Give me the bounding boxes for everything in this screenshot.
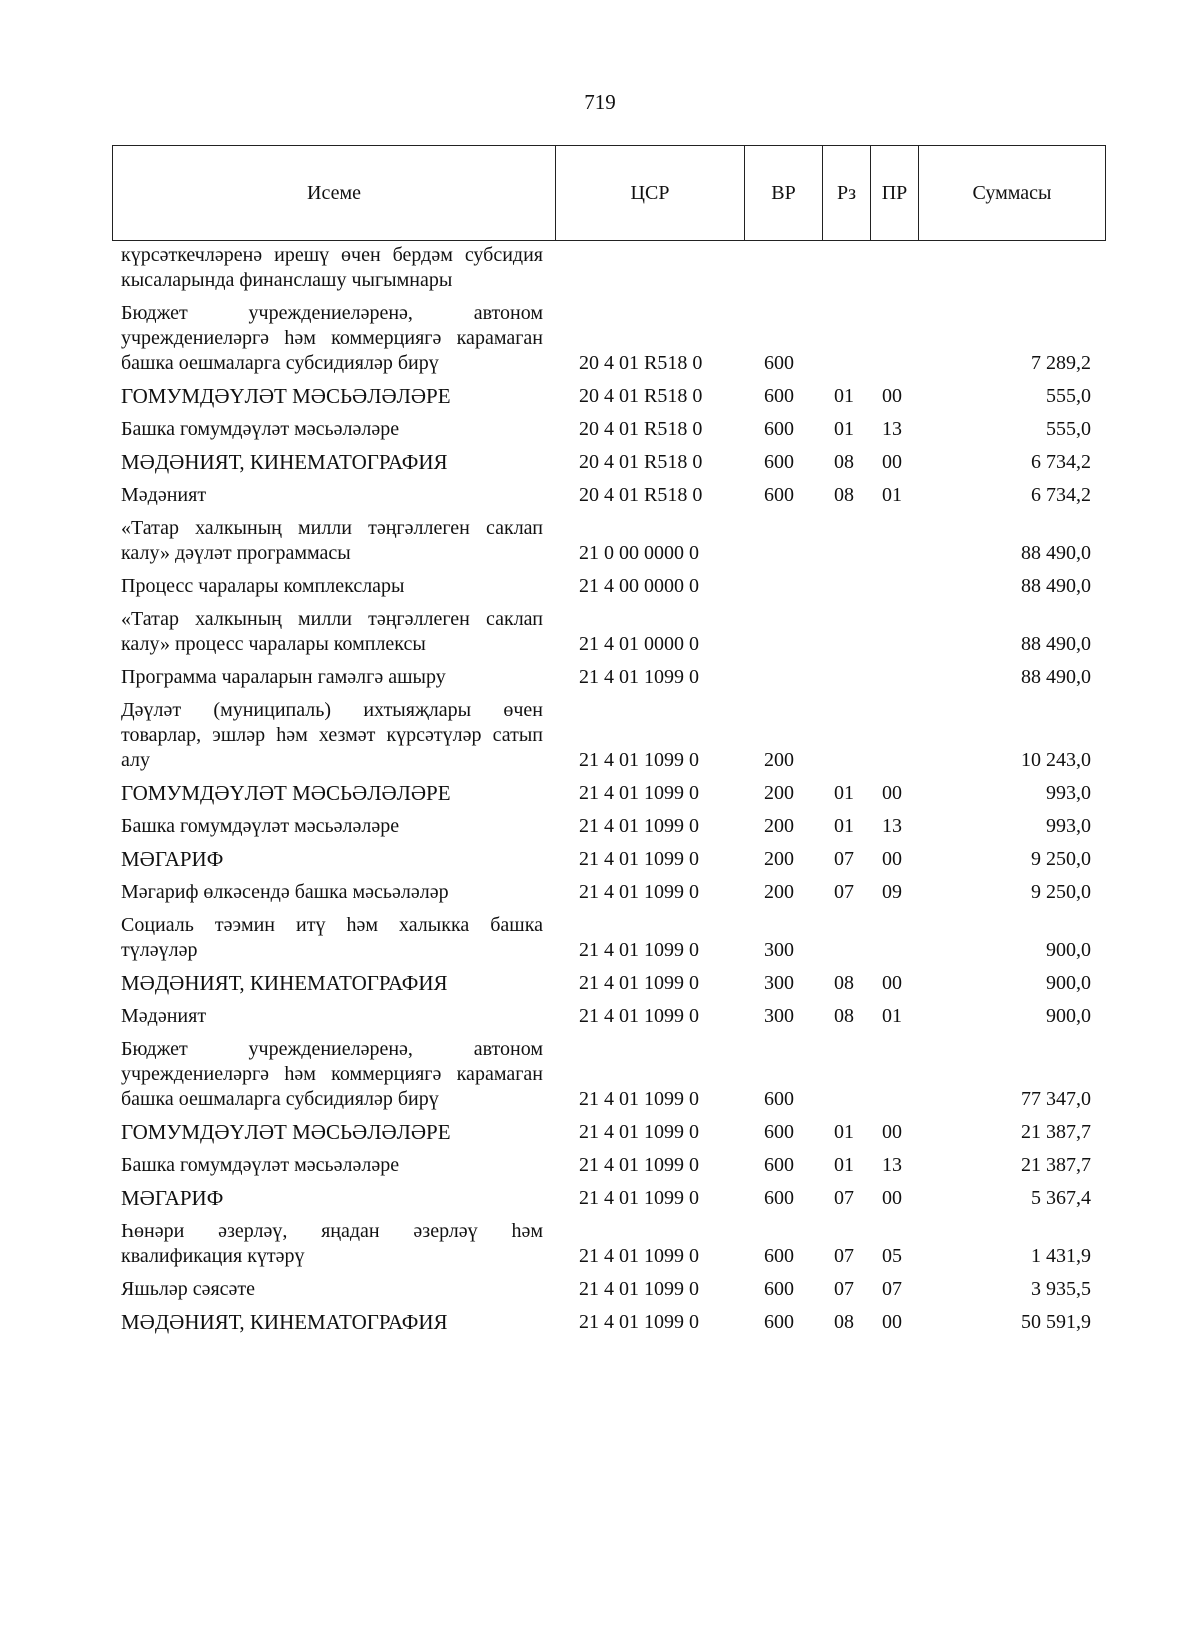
cell-pr — [870, 574, 918, 607]
cell-name: МӘДӘНИЯТ, КИНЕМАТОГРАФИЯ — [121, 971, 448, 995]
cell-name: Мәдәният — [121, 1005, 207, 1027]
header-name: Исеме — [113, 146, 556, 241]
cell-name: Процесс чаралары комплекслары — [121, 575, 405, 597]
table-row — [112, 1219, 1105, 1277]
cell-rz — [822, 913, 870, 971]
cell-pr: 09 — [882, 881, 902, 903]
table-row — [112, 607, 1105, 665]
table-row — [112, 698, 1105, 781]
cell-vr — [744, 516, 822, 574]
cell-csr: 20 4 01 R518 0 — [579, 484, 703, 506]
header-vr: ВР — [745, 146, 823, 241]
cell-sum: 88 490,0 — [1021, 666, 1091, 688]
cell-sum: 77 347,0 — [1021, 1088, 1091, 1110]
cell-vr: 600 — [764, 1121, 794, 1143]
cell-csr: 21 4 01 1099 0 — [579, 1121, 699, 1143]
cell-rz: 07 — [834, 848, 854, 870]
cell-name: ГОМУМДӘҮЛӘТ МӘСЬӘЛӘЛӘРЕ — [121, 384, 451, 408]
cell-pr: 13 — [882, 815, 902, 837]
cell-sum: 9 250,0 — [1031, 881, 1091, 903]
cell-rz — [822, 698, 870, 781]
table-row — [112, 516, 1105, 574]
cell-rz: 07 — [834, 1278, 854, 1300]
cell-vr: 600 — [764, 451, 794, 473]
page-number: 719 — [584, 90, 616, 114]
cell-sum: 88 490,0 — [1021, 575, 1091, 597]
table-row — [112, 1310, 1105, 1343]
cell-rz: 01 — [834, 1121, 854, 1143]
cell-pr: 00 — [882, 1311, 902, 1333]
cell-name: «Татар халкының милли тәңгәллеген саклап калу» процесс чаралары комплексы — [121, 608, 543, 655]
cell-csr: 21 4 01 0000 0 — [579, 633, 699, 655]
cell-pr: 13 — [882, 1154, 902, 1176]
cell-name: ГОМУМДӘҮЛӘТ МӘСЬӘЛӘЛӘРЕ — [121, 781, 451, 805]
cell-pr: 00 — [882, 782, 902, 804]
cell-csr: 21 4 01 1099 0 — [579, 1245, 699, 1267]
cell-vr — [744, 607, 822, 665]
cell-csr: 21 4 01 1099 0 — [579, 666, 699, 688]
cell-csr: 21 0 00 0000 0 — [579, 542, 699, 564]
table-row — [112, 1277, 1105, 1310]
cell-rz — [822, 1037, 870, 1120]
cell-sum: 900,0 — [1046, 1005, 1091, 1027]
header-pr: ПР — [871, 146, 919, 241]
cell-rz: 07 — [834, 881, 854, 903]
table-row — [112, 847, 1105, 880]
cell-vr: 600 — [764, 1088, 794, 1110]
table-row — [112, 1153, 1105, 1186]
cell-sum: 993,0 — [1046, 815, 1091, 837]
cell-sum: 21 387,7 — [1021, 1121, 1091, 1143]
cell-rz: 01 — [834, 1154, 854, 1176]
cell-vr: 200 — [764, 782, 794, 804]
cell-rz: 08 — [834, 1311, 854, 1333]
table-header — [112, 145, 1106, 241]
cell-sum: 9 250,0 — [1031, 848, 1091, 870]
cell-csr: 21 4 00 0000 0 — [579, 575, 699, 597]
cell-pr — [870, 1037, 918, 1120]
cell-pr — [870, 607, 918, 665]
cell-csr: 20 4 01 R518 0 — [579, 418, 703, 440]
cell-sum: 88 490,0 — [1021, 542, 1091, 564]
cell-pr: 00 — [882, 1187, 902, 1209]
cell-vr: 600 — [764, 1278, 794, 1300]
cell-sum: 21 387,7 — [1021, 1154, 1091, 1176]
cell-pr: 00 — [882, 972, 902, 994]
cell-csr: 20 4 01 R518 0 — [579, 451, 703, 473]
cell-sum: 900,0 — [1046, 939, 1091, 961]
table-row — [112, 243, 1105, 301]
table-row — [112, 1004, 1105, 1037]
cell-csr: 21 4 01 1099 0 — [579, 782, 699, 804]
cell-rz: 01 — [834, 385, 854, 407]
table-body — [112, 243, 1105, 1343]
cell-pr — [870, 243, 918, 301]
cell-sum — [918, 243, 1105, 301]
cell-vr: 200 — [764, 881, 794, 903]
cell-sum: 10 243,0 — [1021, 749, 1091, 771]
table-row — [112, 971, 1105, 1004]
header-rz: Рз — [823, 146, 871, 241]
cell-vr: 600 — [764, 352, 794, 374]
cell-name: ГОМУМДӘҮЛӘТ МӘСЬӘЛӘЛӘРЕ — [121, 1120, 451, 1144]
cell-csr: 21 4 01 1099 0 — [579, 972, 699, 994]
cell-vr: 200 — [764, 815, 794, 837]
cell-rz — [822, 665, 870, 698]
cell-vr: 600 — [764, 1187, 794, 1209]
table-row — [112, 913, 1105, 971]
cell-name: «Татар халкының милли тәңгәллеген саклап калу» дәүләт программасы — [121, 517, 543, 564]
table-row — [112, 1186, 1105, 1219]
table-row — [112, 880, 1105, 913]
cell-rz: 01 — [834, 815, 854, 837]
cell-pr: 01 — [882, 1005, 902, 1027]
cell-pr: 00 — [882, 451, 902, 473]
cell-rz: 08 — [834, 451, 854, 473]
cell-sum: 993,0 — [1046, 782, 1091, 804]
cell-pr — [870, 665, 918, 698]
cell-sum: 6 734,2 — [1031, 451, 1091, 473]
cell-name: Программа чараларын гамәлгә ашыру — [121, 666, 446, 688]
table-row — [112, 483, 1105, 516]
cell-rz: 08 — [834, 972, 854, 994]
cell-pr: 07 — [882, 1278, 902, 1300]
budget-table — [112, 243, 1105, 1343]
cell-rz: 07 — [834, 1187, 854, 1209]
cell-rz: 07 — [834, 1245, 854, 1267]
table-row — [112, 301, 1105, 384]
header-sum: Суммасы — [919, 146, 1106, 241]
cell-name: Яшьләр сәясәте — [121, 1278, 256, 1300]
cell-name: Бюджет учреждениеләренә, автоном учреждениеләргә һәм коммерциягә карамаган башка оешмаларга субсидияләр бирү — [121, 1038, 543, 1110]
cell-rz — [822, 301, 870, 384]
cell-name: Дәүләт (муниципаль) ихтыяҗлары өчен товарлар, эшләр һәм хезмәт күрсәтүләр сатып алу — [121, 699, 543, 771]
cell-rz: 08 — [834, 484, 854, 506]
cell-vr: 600 — [764, 1311, 794, 1333]
table-row — [112, 417, 1105, 450]
table-row — [112, 781, 1105, 814]
cell-sum: 5 367,4 — [1031, 1187, 1091, 1209]
cell-sum: 555,0 — [1046, 418, 1091, 440]
table-row — [112, 1037, 1105, 1120]
cell-rz — [822, 574, 870, 607]
cell-csr: 21 4 01 1099 0 — [579, 1278, 699, 1300]
cell-sum: 88 490,0 — [1021, 633, 1091, 655]
cell-csr: 21 4 01 1099 0 — [579, 1311, 699, 1333]
cell-pr: 13 — [882, 418, 902, 440]
cell-vr: 600 — [764, 418, 794, 440]
cell-csr: 21 4 01 1099 0 — [579, 848, 699, 870]
cell-name: МӘГАРИФ — [121, 847, 224, 871]
cell-sum: 50 591,9 — [1021, 1311, 1091, 1333]
cell-name: Һөнәри әзерләү, яңадан әзерләү һәм квалификация күтәрү — [121, 1220, 543, 1267]
cell-vr: 600 — [764, 484, 794, 506]
cell-vr — [744, 243, 822, 301]
cell-vr — [744, 574, 822, 607]
cell-vr: 600 — [764, 1154, 794, 1176]
cell-vr: 300 — [764, 939, 794, 961]
cell-sum: 1 431,9 — [1031, 1245, 1091, 1267]
cell-sum: 3 935,5 — [1031, 1278, 1091, 1300]
cell-name: Социаль тәэмин итү һәм халыкка башка түләүләр — [121, 914, 543, 961]
cell-csr: 21 4 01 1099 0 — [579, 1088, 699, 1110]
cell-sum: 7 289,2 — [1031, 352, 1091, 374]
cell-csr: 21 4 01 1099 0 — [579, 881, 699, 903]
cell-sum: 900,0 — [1046, 972, 1091, 994]
cell-vr: 600 — [764, 385, 794, 407]
cell-name: Мәгариф өлкәсендә башка мәсьәләләр — [121, 881, 449, 903]
cell-csr: 21 4 01 1099 0 — [579, 939, 699, 961]
table-row — [112, 665, 1105, 698]
cell-csr: 20 4 01 R518 0 — [579, 352, 703, 374]
table-row — [112, 814, 1105, 847]
cell-rz: 01 — [834, 782, 854, 804]
cell-pr: 01 — [882, 484, 902, 506]
cell-rz — [822, 516, 870, 574]
cell-sum: 555,0 — [1046, 385, 1091, 407]
cell-rz — [822, 607, 870, 665]
cell-pr — [870, 516, 918, 574]
cell-name: Мәдәният — [121, 484, 207, 506]
cell-csr: 21 4 01 1099 0 — [579, 749, 699, 771]
cell-name: МӘГАРИФ — [121, 1186, 224, 1210]
cell-name: Башка гомумдәүләт мәсьәләләре — [121, 1154, 400, 1176]
cell-rz: 01 — [834, 418, 854, 440]
cell-pr — [870, 913, 918, 971]
cell-csr: 21 4 01 1099 0 — [579, 1154, 699, 1176]
cell-vr: 200 — [764, 848, 794, 870]
cell-name: МӘДӘНИЯТ, КИНЕМАТОГРАФИЯ — [121, 1310, 448, 1334]
table-row — [112, 574, 1105, 607]
cell-csr: 21 4 01 1099 0 — [579, 1187, 699, 1209]
cell-pr — [870, 698, 918, 781]
cell-vr: 600 — [764, 1245, 794, 1267]
cell-sum: 6 734,2 — [1031, 484, 1091, 506]
cell-csr: 21 4 01 1099 0 — [579, 1005, 699, 1027]
cell-csr: 20 4 01 R518 0 — [579, 385, 703, 407]
cell-rz: 08 — [834, 1005, 854, 1027]
cell-pr: 00 — [882, 385, 902, 407]
cell-csr — [555, 243, 744, 301]
cell-pr: 00 — [882, 848, 902, 870]
cell-csr: 21 4 01 1099 0 — [579, 815, 699, 837]
cell-pr — [870, 301, 918, 384]
cell-vr: 300 — [764, 1005, 794, 1027]
cell-vr: 200 — [764, 749, 794, 771]
table-row — [112, 384, 1105, 417]
cell-name: Башка гомумдәүләт мәсьәләләре — [121, 418, 400, 440]
cell-name: Бюджет учреждениеләренә, автоном учреждениеләргә һәм коммерциягә карамаган башка оешмаларга субсидияләр бирү — [121, 302, 543, 374]
cell-vr — [744, 665, 822, 698]
cell-name: Башка гомумдәүләт мәсьәләләре — [121, 815, 400, 837]
cell-pr: 05 — [882, 1245, 902, 1267]
cell-name: күрсәткечләренә ирешү өчен бердәм субсидия кысаларында финанслашу чыгымнары — [121, 244, 543, 291]
cell-name: МӘДӘНИЯТ, КИНЕМАТОГРАФИЯ — [121, 450, 448, 474]
header-csr: ЦСР — [556, 146, 745, 241]
cell-vr: 300 — [764, 972, 794, 994]
cell-pr: 00 — [882, 1121, 902, 1143]
table-row — [112, 450, 1105, 483]
cell-rz — [822, 243, 870, 301]
table-row — [112, 1120, 1105, 1153]
